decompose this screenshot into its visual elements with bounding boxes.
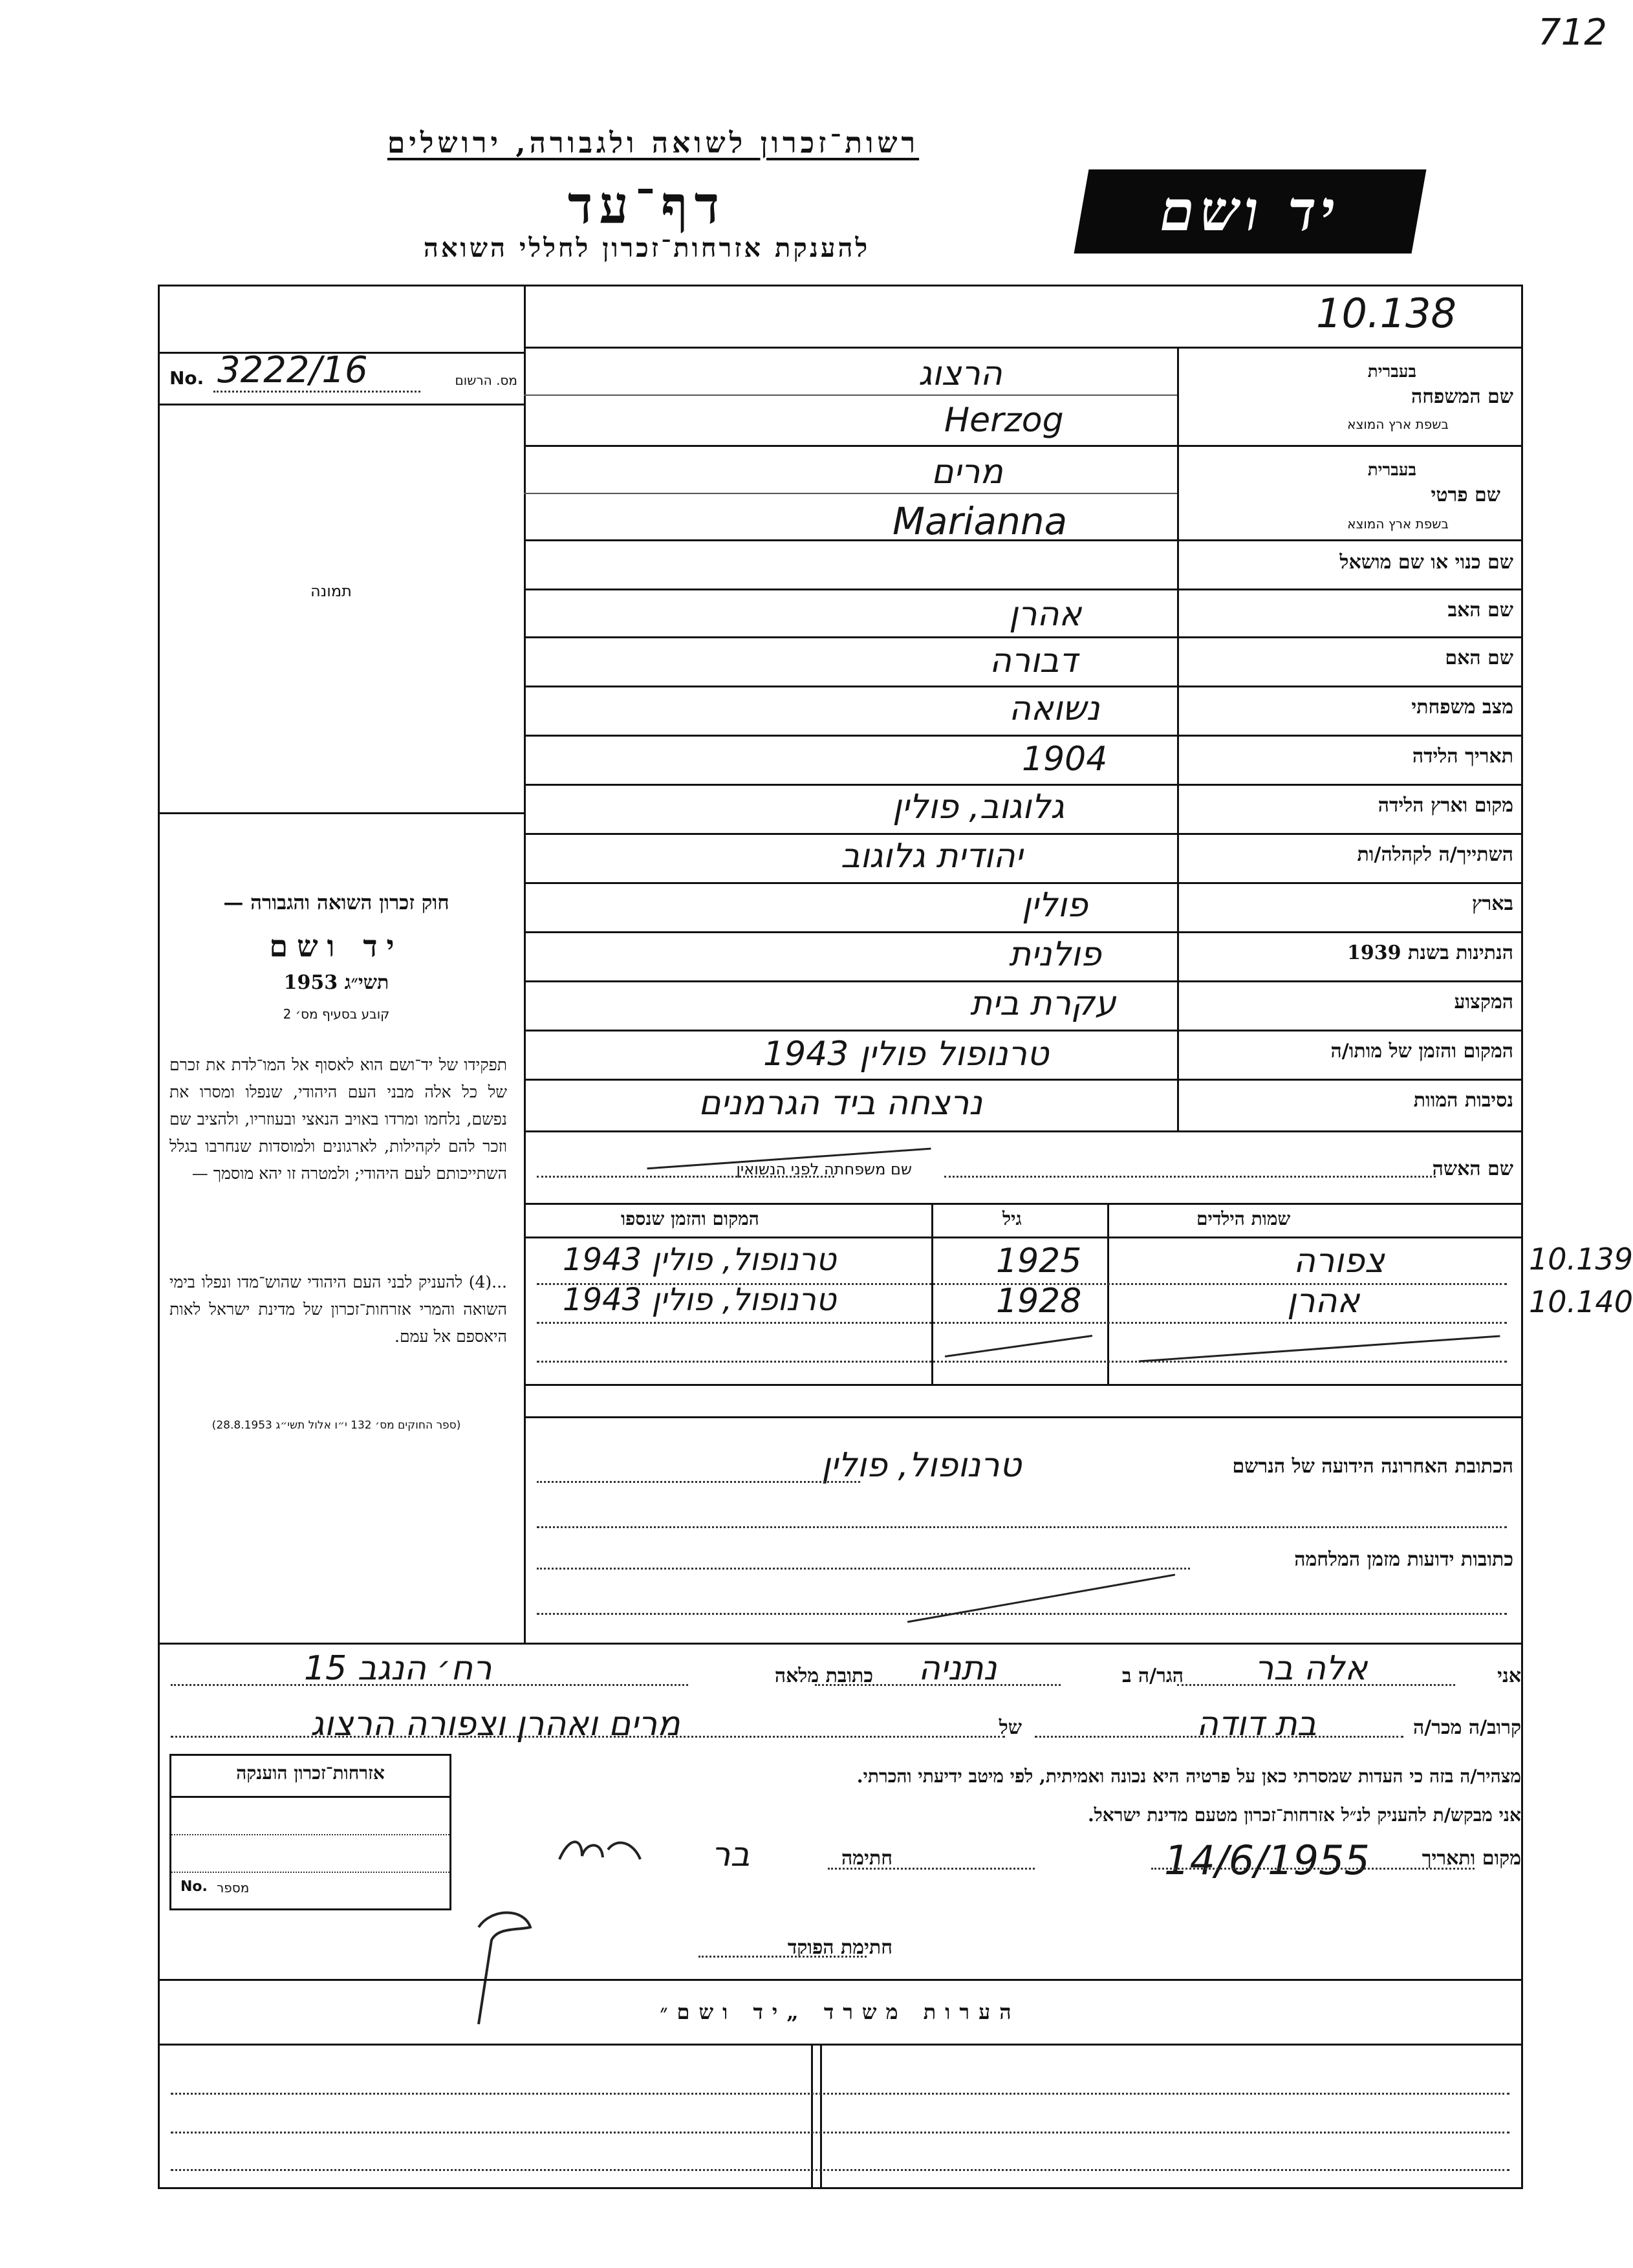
law-name: יד ושם: [269, 929, 404, 964]
spouse-maiden-label: שם משפחתה לפני הנשואין: [736, 1160, 912, 1178]
statement-1: מצהיר/ה בזה כי העדות שמסרתי כאן על פרטיה היא נכונה ואמיתית, לפי מיטב ידיעתי והכרתי.: [856, 1766, 1521, 1787]
law-title: חוק זכרון השואה והגבורה —: [223, 891, 449, 914]
community-label: השתייך/ה לקהלה/ות: [1357, 843, 1513, 866]
place-date-label: מקום ותאריך: [1422, 1847, 1521, 1870]
spouse-label: שם האשה: [1432, 1158, 1513, 1180]
officer-label: חתימת הפוקד: [787, 1936, 892, 1959]
relation-label: קרוב/ה מכר/ה: [1413, 1716, 1521, 1739]
death-circumstances-value: נרצחה ביד הגרמנים: [698, 1084, 983, 1123]
relation-of-value: מרים ואהרן וצפורה הרצוג: [310, 1705, 680, 1744]
family-name-label: שם המשפחה: [1411, 385, 1513, 408]
mother-name-value: דבורה: [990, 642, 1077, 680]
yad-vashem-logo: [1074, 169, 1427, 254]
profession-value: עקרת בית: [970, 984, 1116, 1023]
statement-2: אני מבקש/ת להעניק לנ״ל אזרחות־זכרון מטעם מדינת ישראל.: [1087, 1804, 1521, 1826]
photo-label: תמונה: [310, 582, 352, 600]
marital-status-value: נשואה: [1009, 689, 1100, 728]
birth-place-label: מקום וארץ הלידה: [1378, 794, 1513, 817]
awarded-box-number-hebrew: מספר: [217, 1880, 250, 1895]
children-names-header: שמות הילדים: [1196, 1208, 1291, 1229]
country-value: פולין: [1022, 886, 1088, 925]
last-address-label: הכתובת האחרונה הידועה של הנרשם: [1232, 1455, 1513, 1478]
margin-id: 10.139: [1529, 1242, 1633, 1277]
given-name-hebrew-value: מרים: [931, 453, 1003, 491]
birth-date-value: 1904: [1022, 740, 1108, 779]
child-age: 1925: [996, 1242, 1082, 1280]
family-name-local-value: Herzog: [944, 401, 1064, 440]
law-year: תשי״ג 1953: [283, 971, 389, 994]
marital-status-label: מצב משפחתי: [1411, 696, 1513, 718]
signature-value: בר: [711, 1835, 750, 1874]
signature-label: חתימה: [841, 1847, 892, 1870]
child-place: טרנופול, פולין 1943: [563, 1242, 836, 1278]
child-name: צפורה: [1293, 1242, 1385, 1280]
children-strike: [945, 1335, 1092, 1357]
resident-label: הגר/ה ב: [1121, 1665, 1184, 1687]
given-name-local-value: Marianna: [892, 499, 1068, 543]
awarded-box-title: אזרחות־זכרון הוענקה: [171, 1756, 449, 1798]
law-text: תפקידו של יד־ושם הוא לאסוף אל המו־לדת את זכרם של כל אלה מבני העם היהודי, שנפלו ומסרו את נפשם, נלחמו ומרדו באויב הנאצי ובעוזריו, ולהציב שם וזכר להם לקהילות, לארגונים ולמוסדות שנחרבו בגלל השתייכותם לעם היהודי; ולמטרה זו יהא מוסמך —: [169, 1055, 507, 1183]
profession-label: המקצוע: [1454, 991, 1513, 1013]
address-strike: [907, 1574, 1175, 1623]
given-name-label: שם פרטי: [1431, 484, 1500, 506]
death-place-value: טרנופול פולין 1943: [763, 1035, 1049, 1074]
file-number: 10.138: [1316, 290, 1456, 337]
family-name-hebrew-sublabel: בעברית: [1367, 362, 1416, 382]
child-place: טרנופול, פולין 1943: [563, 1282, 836, 1318]
community-value: יהודית גלוגוב: [841, 837, 1023, 876]
registration-number: 3222/16: [217, 349, 368, 391]
place-date-value: 14/6/1955: [1164, 1837, 1370, 1884]
birth-date-label: תאריך הלידה: [1412, 745, 1513, 768]
declarant-signature: [556, 1830, 647, 1869]
logo-text: יד ושם: [1154, 178, 1346, 244]
given-name-local-sublabel: בשפת ארץ המוצא: [1347, 516, 1449, 532]
no-label: No.: [169, 367, 204, 389]
children-strike: [1139, 1335, 1500, 1362]
last-address-value: טרנופול, פולין: [821, 1446, 1022, 1485]
death-circumstances-label: נסיבות המוות: [1413, 1089, 1513, 1112]
declarant-value: אלה בר: [1255, 1649, 1368, 1688]
child-age: 1928: [996, 1282, 1082, 1321]
given-name-hebrew-sublabel: בעברית: [1367, 460, 1416, 480]
citizenship-label: הנתינות בשנת 1939: [1346, 942, 1513, 964]
margin-id: 10.140: [1529, 1284, 1633, 1319]
citizenship-value: פולנית: [1009, 935, 1101, 974]
law-source: (ספר החוקים מס׳ 132 י״ו אלול תשי״ג 28.8.1953): [211, 1419, 461, 1432]
nickname-label: שם כנוי או שם מושאל: [1339, 551, 1513, 574]
registration-label: מס. הרשום: [455, 373, 517, 388]
country-label: בארץ: [1471, 892, 1513, 915]
declarant-label: אני: [1497, 1665, 1521, 1687]
law-clause: קובע בסעיף מס׳ 2: [283, 1006, 390, 1022]
child-name: אהרן: [1287, 1282, 1360, 1321]
awarded-box-number-label: No.: [180, 1879, 208, 1895]
birth-place-value: גלוגוב, פולין: [892, 788, 1065, 826]
full-address-label: כתובת מלאה: [774, 1665, 873, 1687]
office-notes-title: הערות משרד „יד ושם״: [660, 2000, 1021, 2024]
family-name-local-sublabel: בשפת ארץ המוצא: [1347, 416, 1449, 432]
form-title: דף־עד: [567, 175, 726, 235]
death-place-label: המקום והזמן של מותו/ה: [1330, 1040, 1513, 1063]
father-name-label: שם האב: [1447, 599, 1513, 621]
children-age-header: גיל: [1002, 1208, 1022, 1229]
resident-value: נתניה: [918, 1649, 997, 1688]
of-label: של: [999, 1716, 1022, 1739]
awarded-box: [169, 1754, 451, 1910]
full-address-value: רח׳ הנגב 15: [304, 1649, 492, 1688]
law-text-2: ...(4) להעניק לבני העם היהודי שהוש־מדו ונפלו בימי השואה והמרי אזרחות־זכרון של מדינת ישראל לאות היאספם אל עמם.: [169, 1273, 507, 1346]
form-purpose: להענקת אזרחות־זכרון לחללי השואה: [423, 233, 871, 263]
relation-value: בת דודה: [1196, 1705, 1317, 1744]
corner-number: 712: [1538, 12, 1607, 54]
war-address-label: כתובות ידועות מזמן המלחמה: [1294, 1548, 1513, 1571]
family-name-hebrew-value: הרצוג: [918, 354, 1002, 393]
children-place-header: המקום והזמן שנספו: [621, 1208, 759, 1229]
authority-line: רשות־זכרון לשואה ולגבורה, ירושלים: [387, 127, 920, 160]
mother-name-label: שם האם: [1445, 647, 1513, 669]
father-name-value: אהרן: [1009, 595, 1082, 634]
